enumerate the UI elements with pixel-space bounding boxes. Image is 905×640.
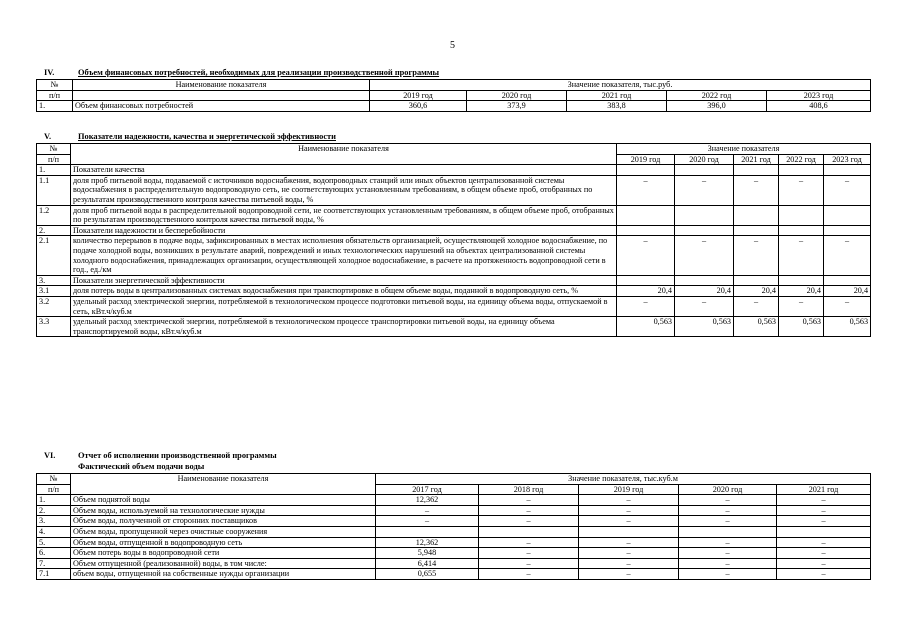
row-value: – <box>824 296 871 316</box>
section-5-number: V. <box>44 132 52 141</box>
year-header: 2019 год <box>617 154 675 165</box>
row-value <box>675 165 734 176</box>
year-header: 2019 год <box>579 484 679 495</box>
row-value: 396,0 <box>667 101 767 112</box>
row-value: – <box>675 236 734 275</box>
row-value <box>824 205 871 225</box>
section-6-title: Отчет об исполнении производственной программы <box>78 451 277 460</box>
year-header: 2022 год <box>667 90 767 101</box>
row-value: – <box>479 558 579 569</box>
row-value <box>675 225 734 236</box>
row-value <box>376 526 479 537</box>
row-number: 3. <box>37 516 71 527</box>
section-4-title: Объем финансовых потребностей, необходимых для реализации производственной программы <box>78 68 440 77</box>
row-value <box>824 275 871 286</box>
row-number: 1.1 <box>37 175 71 205</box>
table-row <box>37 286 871 297</box>
row-number: 5. <box>37 537 71 548</box>
row-value: – <box>824 175 871 205</box>
row-value <box>617 225 675 236</box>
row-value: – <box>777 569 871 580</box>
row-number: 2. <box>37 225 71 236</box>
row-value: 0,563 <box>617 317 675 337</box>
row-number: 3.1 <box>37 286 71 297</box>
row-number: 7. <box>37 558 71 569</box>
row-name: Объем воды, пропущенной через очистные сооружения <box>71 526 376 537</box>
row-value: 20,4 <box>779 286 824 297</box>
row-value <box>779 165 824 176</box>
table-row <box>37 175 871 205</box>
row-number: 3. <box>37 275 71 286</box>
row-value: 20,4 <box>675 286 734 297</box>
row-value: – <box>777 495 871 506</box>
row-value: – <box>679 548 777 559</box>
row-value: – <box>579 505 679 516</box>
row-number: 6. <box>37 548 71 559</box>
row-number: 4. <box>37 526 71 537</box>
year-header: 2019 год <box>370 90 467 101</box>
row-name: Показатели качества <box>71 165 617 176</box>
row-number: 7.1 <box>37 569 71 580</box>
row-value <box>734 275 779 286</box>
year-header: 2021 год <box>734 154 779 165</box>
row-number: 1.2 <box>37 205 71 225</box>
row-name: количество перерывов в подаче воды, зафиксированных в местах исполнения обязательств организацией, осуществляющей холодное водоснабжение, по подаче холодной воды, возникших в результате аварий, повреждений и иных технологических нарушений на объектах централизованной системы холодного водоснабжения, принадлежащих организации, осуществляющей холодное водоснабжение, в расчете на протяженность водопроводной сети в год., ед./км <box>71 236 617 275</box>
row-number: 2. <box>37 505 71 516</box>
row-value <box>734 165 779 176</box>
year-header: 2017 год <box>376 484 479 495</box>
row-name: доля потерь воды в централизованных системах водоснабжения при транспортировке в общем объеме воды, поданной в водопроводную сеть, % <box>71 286 617 297</box>
row-value <box>617 275 675 286</box>
col-header-num-2: п/п <box>37 484 71 495</box>
row-value: – <box>376 505 479 516</box>
table-row <box>37 537 871 548</box>
col-header-num-2: п/п <box>37 90 73 101</box>
row-value: 20,4 <box>824 286 871 297</box>
row-value: – <box>479 516 579 527</box>
section-4-number: IV. <box>44 68 55 77</box>
row-value <box>734 205 779 225</box>
row-number: 1. <box>37 165 71 176</box>
section-6-subtitle: Фактический объем подачи воды <box>78 462 205 471</box>
row-number: 2.1 <box>37 236 71 275</box>
row-value: – <box>479 505 579 516</box>
year-header: 2020 год <box>467 90 567 101</box>
row-value: – <box>777 537 871 548</box>
table-row <box>37 205 871 225</box>
col-header-name: Наименование показателя <box>71 144 617 165</box>
row-value: – <box>679 537 777 548</box>
row-value: – <box>679 516 777 527</box>
table-row <box>37 225 871 236</box>
row-name: удельный расход электрической энергии, потребляемой в технологическом процессе транспортировки питьевой воды, на единицу объема транспортируемой воды, кВт.ч/куб.м <box>71 317 617 337</box>
table-row <box>37 505 871 516</box>
row-value: 5,948 <box>376 548 479 559</box>
water-supply-report-table <box>36 473 871 580</box>
row-value <box>824 165 871 176</box>
row-value: 20,4 <box>734 286 779 297</box>
row-value: 12,362 <box>376 537 479 548</box>
year-header: 2020 год <box>679 484 777 495</box>
table-row <box>37 236 871 275</box>
reliability-indicators-table <box>36 143 871 337</box>
row-value: – <box>479 569 579 580</box>
row-value <box>617 165 675 176</box>
row-value: – <box>777 516 871 527</box>
row-value <box>779 275 824 286</box>
row-name: Объем воды, полученной от сторонних поставщиков <box>71 516 376 527</box>
row-value: – <box>734 175 779 205</box>
row-name: Объем потерь воды в водопроводной сети <box>71 548 376 559</box>
row-value: – <box>479 495 579 506</box>
row-value <box>479 526 579 537</box>
row-value <box>579 526 679 537</box>
row-value: – <box>679 495 777 506</box>
row-value: – <box>679 569 777 580</box>
col-header-value: Значение показателя, тыс.руб. <box>370 80 871 91</box>
row-value: – <box>779 175 824 205</box>
section-5-title: Показатели надежности, качества и энергетической эффективности <box>78 132 336 141</box>
year-header: 2023 год <box>824 154 871 165</box>
row-value: – <box>617 175 675 205</box>
row-value: – <box>479 537 579 548</box>
row-name: Объем финансовых потребностей <box>73 101 370 112</box>
row-value: – <box>376 516 479 527</box>
row-value: – <box>617 236 675 275</box>
table-row <box>37 495 871 506</box>
row-number: 3.3 <box>37 317 71 337</box>
row-value: – <box>579 558 679 569</box>
col-header-value: Значение показателя, тыс.куб.м <box>376 474 871 485</box>
table-row <box>37 165 871 176</box>
row-value: – <box>777 548 871 559</box>
row-value: – <box>579 548 679 559</box>
row-value: 373,9 <box>467 101 567 112</box>
row-value <box>777 526 871 537</box>
row-value: – <box>679 505 777 516</box>
row-value <box>824 225 871 236</box>
row-value: – <box>579 516 679 527</box>
col-header-name: Наименование показателя <box>73 80 370 91</box>
table-row <box>37 569 871 580</box>
row-value: – <box>579 495 679 506</box>
col-header-num: № <box>37 80 73 91</box>
year-header: 2020 год <box>675 154 734 165</box>
row-number: 1. <box>37 101 73 112</box>
row-value: 0,563 <box>779 317 824 337</box>
row-value: – <box>824 236 871 275</box>
row-name: объем воды, отпущенной на собственные нужды организации <box>71 569 376 580</box>
row-name: Объем воды, отпущенной в водопроводную сеть <box>71 537 376 548</box>
row-name: Показатели надежности и бесперебойности <box>71 225 617 236</box>
col-header-value: Значение показателя <box>617 144 871 155</box>
col-header-num: № <box>37 474 71 485</box>
row-value: 0,563 <box>734 317 779 337</box>
year-header: 2021 год <box>777 484 871 495</box>
section-6-heading <box>44 451 277 461</box>
row-name: Показатели энергетической эффективности <box>71 275 617 286</box>
row-value: – <box>734 236 779 275</box>
row-name: Объем поднятой воды <box>71 495 376 506</box>
row-name: доля проб питьевой воды в распределительной водопроводной сети, не соответствующих установленным требованиям, в общем объеме проб, отобранных по результатам производственного контроля качества питьевой воды, % <box>71 205 617 225</box>
row-value: – <box>479 548 579 559</box>
row-value: 0,655 <box>376 569 479 580</box>
section-5-heading <box>44 132 336 142</box>
col-header-name: Наименование показателя <box>71 474 376 495</box>
row-number: 3.2 <box>37 296 71 316</box>
section-6-number: VI. <box>44 451 56 460</box>
year-header: 2018 год <box>479 484 579 495</box>
row-value: 383,8 <box>567 101 667 112</box>
row-value: – <box>675 175 734 205</box>
row-value <box>675 205 734 225</box>
financial-needs-table <box>36 79 871 112</box>
row-value <box>779 205 824 225</box>
row-value: – <box>734 296 779 316</box>
table-row <box>37 526 871 537</box>
row-value <box>779 225 824 236</box>
table-row <box>37 516 871 527</box>
table-row <box>37 317 871 337</box>
year-header: 2022 год <box>779 154 824 165</box>
row-name: Объем отпущенной (реализованной) воды, в том числе: <box>71 558 376 569</box>
row-value: 6,414 <box>376 558 479 569</box>
row-value: – <box>617 296 675 316</box>
row-number: 1. <box>37 495 71 506</box>
row-value: – <box>579 569 679 580</box>
row-value <box>617 205 675 225</box>
section-4-heading <box>44 68 439 78</box>
row-value: – <box>777 505 871 516</box>
table-row <box>37 558 871 569</box>
row-name: удельный расход электрической энергии, потребляемой в технологическом процессе подготовки питьевой воды, на единицу объема воды, отпускаемой в сеть, кВт.ч/куб.м <box>71 296 617 316</box>
row-value <box>675 275 734 286</box>
year-header: 2023 год <box>767 90 871 101</box>
row-value <box>734 225 779 236</box>
row-value: – <box>679 558 777 569</box>
row-value: 0,563 <box>824 317 871 337</box>
table-row <box>37 548 871 559</box>
col-header-num: № <box>37 144 71 155</box>
row-value: 360,6 <box>370 101 467 112</box>
row-value <box>679 526 777 537</box>
table-row <box>37 296 871 316</box>
row-value: 0,563 <box>675 317 734 337</box>
year-header: 2021 год <box>567 90 667 101</box>
row-value: 12,362 <box>376 495 479 506</box>
row-name: доля проб питьевой воды, подаваемой с источников водоснабжения, водопроводных станций или иных объектов централизованной системы водоснабжения в распределительную водопроводную сеть, не соответствующих установленным требованиям, в общем объеме проб, отобранных по результатам производственного контроля качества питьевой воды, % <box>71 175 617 205</box>
row-value: – <box>779 236 824 275</box>
row-value: – <box>675 296 734 316</box>
row-value: 408,6 <box>767 101 871 112</box>
row-value: – <box>779 296 824 316</box>
table-row <box>37 101 871 112</box>
col-header-num-2: п/п <box>37 154 71 165</box>
page-number: 5 <box>450 40 455 51</box>
row-value: – <box>579 537 679 548</box>
row-value: – <box>777 558 871 569</box>
row-name: Объем воды, используемой на технологические нужды <box>71 505 376 516</box>
table-row <box>37 275 871 286</box>
row-value: 20,4 <box>617 286 675 297</box>
